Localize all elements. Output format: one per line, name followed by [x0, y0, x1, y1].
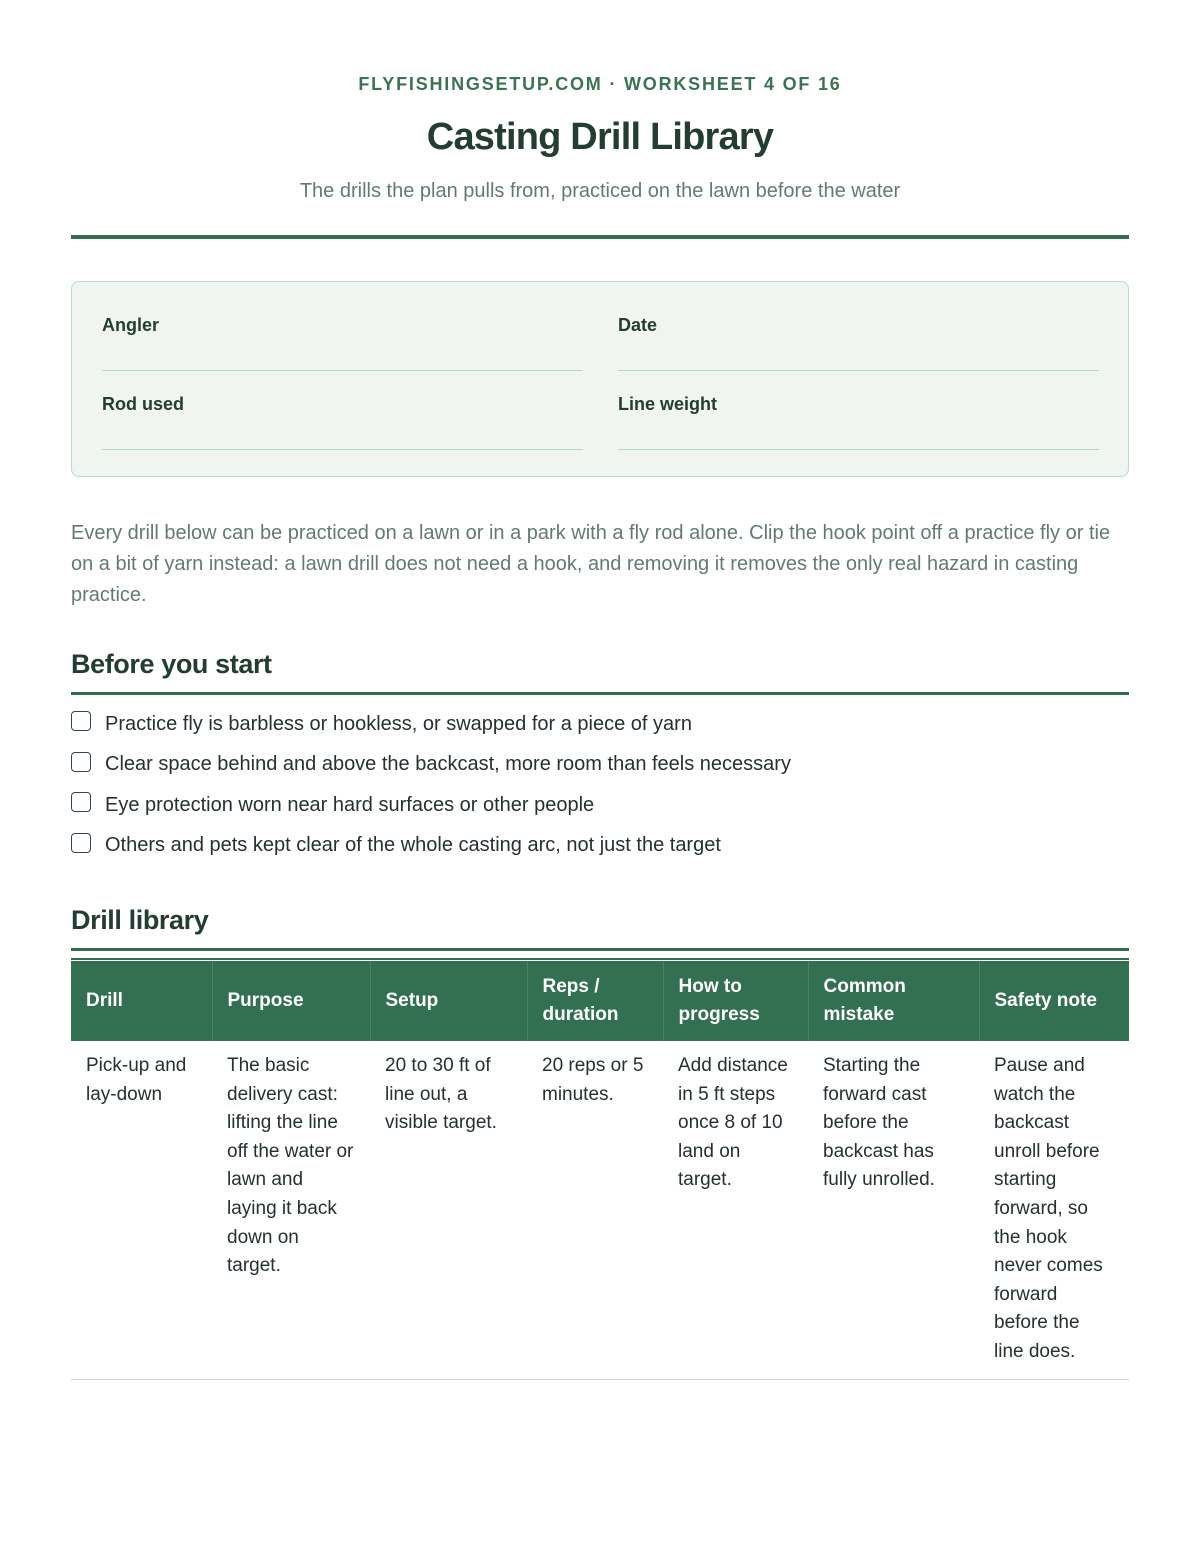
cell-progress: Add distance in 5 ft steps once 8 of 10 land on target. [663, 1041, 808, 1379]
column-header-mistake: Common mistake [808, 961, 979, 1041]
column-header-safety: Safety note [979, 961, 1129, 1041]
worksheet-eyebrow: FLYFISHINGSETUP.COM · WORKSHEET 4 OF 16 [358, 74, 842, 94]
date-field[interactable] [618, 315, 1099, 371]
checklist-item [71, 704, 1129, 745]
checklist-item [71, 745, 1129, 786]
header-divider [71, 235, 1129, 239]
checkbox[interactable] [71, 792, 91, 812]
column-header-drill: Drill [71, 961, 212, 1041]
rod-used-field[interactable] [102, 394, 583, 450]
cell-purpose: The basic delivery cast: lifting the line off the water or lawn and laying it back down on target. [212, 1041, 370, 1379]
checkbox[interactable] [71, 752, 91, 772]
checklist-item [71, 785, 1129, 826]
checkbox[interactable] [71, 711, 91, 731]
cell-drill: Pick-up and lay-down [71, 1041, 212, 1379]
intro-paragraph: Every drill below can be practiced on a lawn or in a park with a fly rod alone. Clip the hook point off a practice fly or tie on a bit of yarn instead: a lawn drill does not need a hook, and removing it removes the only real hazard in casting practice. [71, 522, 1111, 606]
checkbox[interactable] [71, 833, 91, 853]
angler-info-panel [71, 281, 1129, 477]
checklist-heading: Before you start [71, 649, 1129, 695]
checklist-item-text: Practice fly is barbless or hookless, or swapped for a piece of yarn [105, 712, 692, 735]
rod-used-label: Rod used [102, 394, 185, 414]
column-header-reps: Reps / duration [527, 961, 663, 1041]
line-weight-label: Line weight [618, 394, 717, 414]
cell-reps: 20 reps or 5 minutes. [527, 1041, 663, 1379]
table-header-row [71, 961, 1129, 1041]
table-row [71, 1041, 1129, 1379]
cell-mistake: Starting the forward cast before the backcast has fully unrolled. [808, 1041, 979, 1379]
checklist-item [71, 826, 1129, 867]
angler-field[interactable] [102, 315, 583, 371]
checklist-item-text: Others and pets kept clear of the whole casting arc, not just the target [105, 834, 721, 857]
safety-checklist [71, 704, 1129, 866]
cell-setup: 20 to 30 ft of line out, a visible target. [370, 1041, 527, 1379]
cell-safety: Pause and watch the backcast unroll before starting forward, so the hook never comes forward before the line does. [979, 1041, 1129, 1379]
page-subtitle: The drills the plan pulls from, practiced on the lawn before the water [299, 180, 901, 202]
angler-label: Angler [102, 315, 160, 335]
page-title: Casting Drill Library [426, 116, 774, 158]
drill-library-heading: Drill library [71, 905, 1129, 951]
date-label: Date [618, 315, 658, 335]
drill-library-table [71, 961, 1129, 1380]
table-top-rule [71, 958, 1129, 960]
column-header-purpose: Purpose [212, 961, 370, 1041]
checklist-item-text: Clear space behind and above the backcast, more room than feels necessary [105, 753, 791, 776]
line-weight-field[interactable] [618, 394, 1099, 450]
checklist-item-text: Eye protection worn near hard surfaces or other people [105, 793, 595, 816]
column-header-progress: How to progress [663, 961, 808, 1041]
column-header-setup: Setup [370, 961, 527, 1041]
